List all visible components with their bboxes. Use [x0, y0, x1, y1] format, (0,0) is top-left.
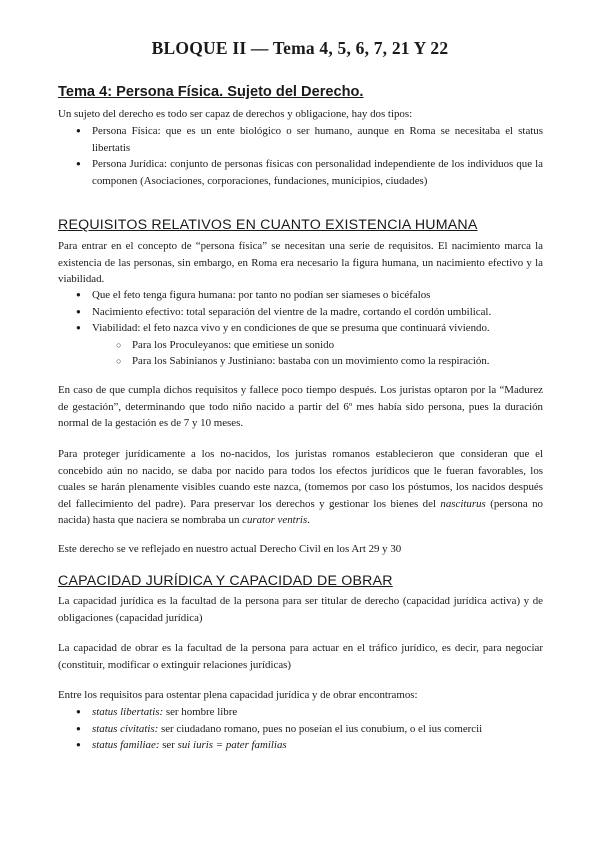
tema4-bullet-list	[58, 123, 543, 189]
list-item	[58, 704, 543, 721]
requisitos-intro: Para entrar en el concepto de “persona física” se necesitan una serie de requisitos. El nacimiento marca la existencia de las personas, sin embargo, en Roma era necesario la figura humana, un nacimiento efectivo y la viabilidad.	[58, 240, 543, 285]
proteger-text-c: .	[307, 514, 310, 526]
document-title: BLOQUE II — Tema 4, 5, 6, 7, 21 Y 22	[151, 38, 449, 58]
list-item: ● Que el feto tenga figura humana: por tanto no podían ser siameses o bicéfalos	[58, 287, 543, 304]
list-item: ● Nacimiento efectivo: total separación del vientre de la madre, cortando el cordón umbilical.	[58, 304, 543, 321]
status-list	[58, 704, 543, 754]
status-term: status familiae:	[92, 739, 160, 751]
proteger-paragraph	[58, 446, 543, 529]
derecho-civil-paragraph: Este derecho se ve reflejado en nuestro actual Derecho Civil en los Art 29 y 30	[58, 543, 402, 555]
madurez-paragraph: En caso de que cumpla dichos requisitos y fallece poco tiempo después. Los juristas optaron por la “Madurez de gestación”, determinando que todo niño nacido a partir del 6º mes había sido persona, pues la duración normal de la gestación es de 7 y 10 meses.	[58, 384, 543, 429]
requisitos-bullet-list	[58, 287, 543, 370]
proteger-text-a: Para proteger jurídicamente a los no-nacidos, los juristas romanos establecieron que consideran que el concebido aún no nacido, se daba por nacido para todos los efectos jurídicos que le fueran favorables, los cuales se harán plenamente visibles cuando este nazca, (tomemos por caso los póstumos, los nacidos después del fallecimiento del padre). Para preservar los derechos y gestionar los bienes del	[58, 448, 543, 510]
capacidad-heading: CAPACIDAD JURÍDICA Y CAPACIDAD DE OBRAR	[58, 573, 393, 589]
proteger-text-b: (persona no nacida) hasta que naciera se nombraba un	[58, 497, 543, 526]
sub-list-item: ○ Para los Sabinianos y Justiniano: bastaba con un movimiento como la respiración.	[58, 353, 543, 370]
status-term: status civitatis:	[92, 722, 159, 735]
sui-iuris-term: sui iuris = pater familias	[177, 739, 287, 751]
list-item	[58, 721, 543, 738]
requisitos-heading: REQUISITOS RELATIVOS EN CUANTO EXISTENCIA HUMANA	[58, 217, 478, 233]
status-text: ser	[159, 739, 178, 751]
list-item	[58, 737, 543, 754]
capacidad-juridica-paragraph: La capacidad jurídica es la facultad de la persona para ser titular de derecho (capacidad jurídica activa) y de obligaciones (capacidad jurídica)	[58, 595, 543, 624]
list-item: ● Viabilidad: el feto nazca vivo y en condiciones de que se presuma que continuará viviendo.	[58, 320, 543, 337]
sub-list-item: ○ Para los Proculeyanos: que emitiese un sonido	[58, 337, 543, 354]
tema4-heading: Tema 4: Persona Física. Sujeto del Derecho.	[58, 84, 364, 100]
tema4-intro: Un sujeto del derecho es todo ser capaz de derechos y obligacione, hay dos tipos:	[58, 108, 413, 120]
list-item: ● Persona Física: que es un ente biológico o ser humano, aunque en Roma se necesitaba el status libertatis	[58, 123, 543, 156]
requisitos-capacidad-intro: Entre los requisitos para ostentar plena capacidad jurídica y de obrar encontramos:	[58, 689, 418, 701]
status-text: ser ciudadano romano, pues no poseían el ius conubium, o el ius comercii	[158, 722, 483, 735]
curator-term: curator ventris	[242, 514, 308, 526]
status-term: status libertatis:	[92, 706, 164, 718]
capacidad-obrar-paragraph: La capacidad de obrar es la facultad de la persona para actuar en el tráfico jurídico, es decir, para negociar (constituir, modificar o extinguir relaciones jurídicas)	[58, 642, 543, 671]
status-text: ser hombre libre	[163, 706, 238, 718]
list-item: ● Persona Jurídica: conjunto de personas físicas con personalidad independiente de los individuos que la componen (Asociaciones, corporaciones, fundaciones, municipios, ciudades)	[58, 156, 543, 189]
nasciturus-term: nasciturus	[440, 497, 486, 510]
